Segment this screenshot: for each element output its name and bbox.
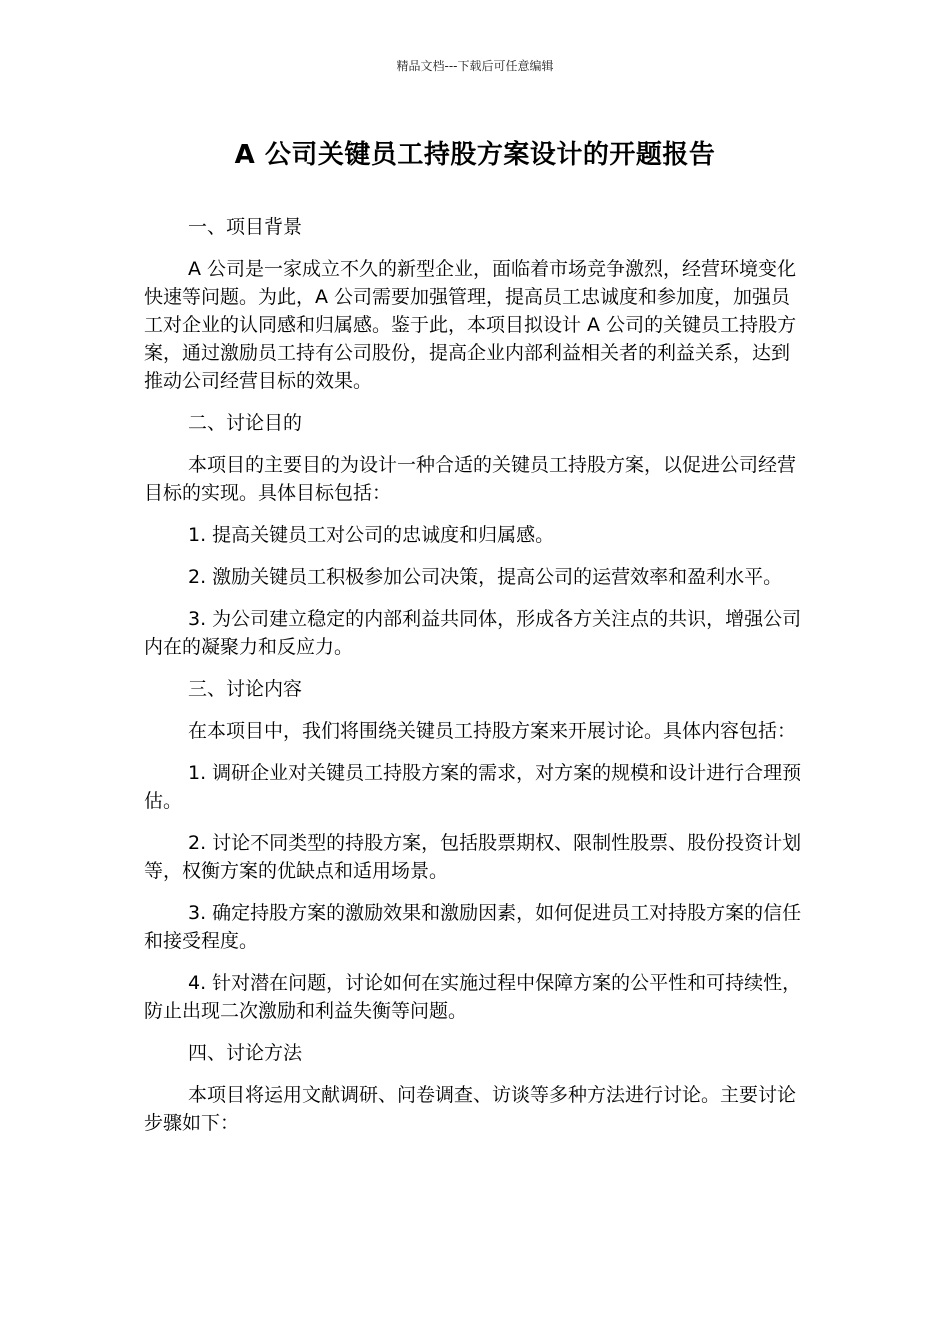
purpose-item-2: 2. 激励关键员工积极参加公司决策，提高公司的运营效率和盈利水平。 xyxy=(188,566,783,588)
section-heading-content: 三、讨论内容 xyxy=(188,678,303,700)
paragraph-content: 在本项目中，我们将围绕关键员工持股方案来开展讨论。具体内容包括： xyxy=(188,720,797,742)
paragraph-purpose: 本项目的主要目的为设计一种合适的关键员工持股方案，以促进公司经营目标的实现。具体目标包括： xyxy=(144,454,797,504)
paragraph-method: 本项目将运用文献调研、问卷调查、访谈等多种方法进行讨论。主要讨论步骤如下： xyxy=(144,1084,797,1134)
document-body xyxy=(144,213,808,1137)
document-title: A 公司关键员工持股方案设计的开题报告 xyxy=(234,140,716,170)
section-heading-purpose: 二、讨论目的 xyxy=(188,412,303,434)
purpose-item-3: 3. 为公司建立稳定的内部利益共同体，形成各方关注点的共识，增强公司内在的凝聚力和反应力。 xyxy=(144,608,802,658)
content-item-2: 2. 讨论不同类型的持股方案，包括股票期权、限制性股票、股份投资计划等，权衡方案的优缺点和适用场景。 xyxy=(144,832,802,882)
section-heading-background: 一、项目背景 xyxy=(188,216,303,238)
content-item-3: 3. 确定持股方案的激励效果和激励因素，如何促进员工对持股方案的信任和接受程度。 xyxy=(144,902,802,952)
header-note: 精品文档---下载后可任意编辑 xyxy=(396,59,554,73)
purpose-item-1: 1. 提高关键员工对公司的忠诚度和归属感。 xyxy=(188,524,555,546)
content-item-1: 1. 调研企业对关键员工持股方案的需求，对方案的规模和设计进行合理预估。 xyxy=(144,762,802,812)
content-item-4: 4. 针对潜在问题，讨论如何在实施过程中保障方案的公平性和可持续性，防止出现二次激励和利益失衡等问题。 xyxy=(144,972,802,1022)
section-heading-method: 四、讨论方法 xyxy=(188,1042,303,1064)
paragraph-background: A 公司是一家成立不久的新型企业，面临着市场竞争激烈，经营环境变化快速等问题。为此，A 公司需要加强管理，提高员工忠诚度和参加度，加强员工对企业的认同感和归属感。鉴于此，本项目拟设计 A 公司的关键员工持股方案，通过激励员工持有公司股份，提高企业内部利益相关者的利益关系，达到推动公司经营目标的效果。 xyxy=(144,258,797,392)
